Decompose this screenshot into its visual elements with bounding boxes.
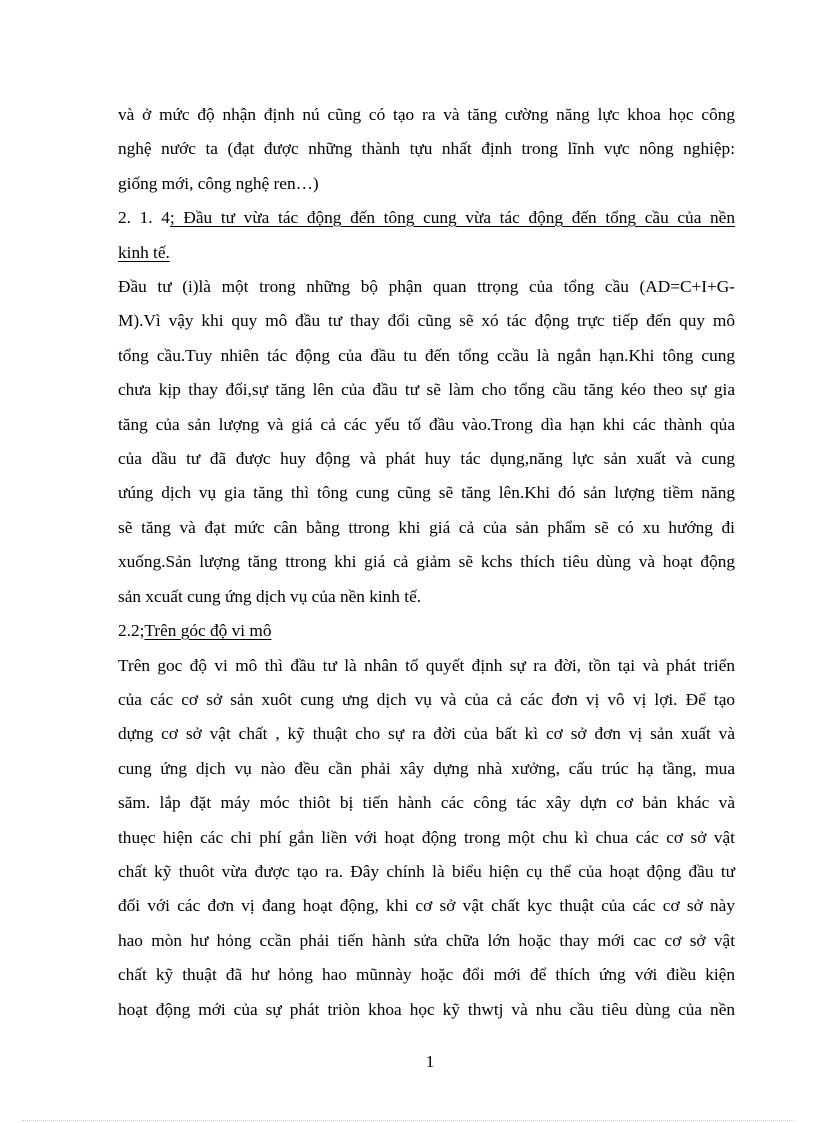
heading-text-cont: kinh tế. [118, 243, 170, 262]
text-line: chưa kịp thay đổi,sự tăng lên của đầu tư sẽ làm cho tổng cầu tăng kéo theo sự gia [118, 380, 735, 399]
text-line: xuống.Sản lượng tăng ttrong khi giá cả giảm sẽ kchs thích tiêu dùng và hoạt động [118, 552, 735, 571]
text-line: săm. lắp đặt máy móc thiôt bị tiến hành các công tác xây dựn cơ bản khác và [118, 793, 735, 812]
text-line: Đầu tư (i)là một trong những bộ phận quan ttrọng của tổng cầu (AD=C+I+G- [118, 277, 735, 296]
text-line: hoạt động mới của sự phát triòn khoa học kỹ thwtj và nhu cầu tiêu dùng của nền [118, 1000, 735, 1019]
text-line: ưúng dịch vụ gia tăng thì tông cung cũng sẽ tăng lên.Khi đó sản lượng tiềm năng [118, 483, 735, 502]
text-line: sản xcuất cung ứng dịch vụ của nền kinh tế. [118, 587, 422, 606]
text-line: thuẹc hiện các chi phí gắn liền với hoạt động trong một chu kì chua các cơ sở vật [118, 828, 735, 847]
text-line: M).Vì vậy khi quy mô đầu tư thay đổi cũng sẽ xó tác động trực tiếp đến quy mô [118, 311, 735, 330]
text-line: của các cơ sở sản xuôt cung ưng dịch vụ và của cả các đơn vị vô vị lợi. Để tạo [118, 690, 735, 709]
text-line: cung ứng dịch vụ nào đều cần phải xây dựng nhà xưởng, cấu trúc hạ tầng, mua [118, 759, 735, 778]
text-line: tổng cầu.Tuy nhiên tác động của đầu tu đến tổng ccầu là ngắn hạn.Khi tông cung [118, 346, 735, 365]
text-line: của dầu tư đã được huy động và phát huy tác dụng,năng lực sản xuất và cung [118, 449, 735, 468]
heading-number: 2.2; [118, 621, 145, 640]
heading-number: 2. 1. 4 [118, 208, 170, 227]
text-line: và ở mức độ nhận định nú cũng có tạo ra và tăng cường năng lực khoa học công [118, 105, 735, 124]
section-heading-2-1-4-cont [118, 239, 170, 267]
text-line: hao mòn hư hỏng ccần phải tiến hành sửa chữa lớn hoặc thay mới cac cơ sở vật [118, 931, 735, 950]
text-line: chất kỹ thuôt vừa được tạo ra. Đây chính là biểu hiện cụ thể của hoạt động đầu tư [118, 862, 735, 881]
text-line: tăng của sản lượng và giá cả các yếu tố đầu vào.Trong dìa hạn khi các thành qủa [118, 415, 735, 434]
text-line: giống mới, công nghệ ren…) [118, 174, 319, 193]
text-line: Trên goc độ vi mô thì đầu tư là nhân tố quyết định sự ra đời, tồn tại và phát triển [118, 656, 735, 675]
section-heading-2-2 [118, 617, 271, 645]
heading-text: Trên góc độ vi mô [144, 621, 272, 640]
text-line: đối với các đơn vị đang hoạt động, khi cơ sở vật chất kyc thuật của các cơ sở này [118, 896, 735, 915]
heading-text: ; Đầu tư vừa tác động đến tông cung vừa tác động đến tổng cầu của nền [169, 208, 735, 227]
text-line: chất kỹ thuật đã hư hỏng hao mũnnày hoặc đổi mới để thích ứng với điều kiện [118, 965, 735, 984]
text-line: nghệ nước ta (đạt được những thành tựu nhất định trong lĩnh vực nông nghiệp: [118, 139, 735, 158]
page-number: 1 [425, 1052, 435, 1071]
text-line: dựng cơ sở vật chất , kỹ thuật cho sự ra đời của bất kì cơ sở đơn vị sản xuất và [118, 724, 735, 743]
section-heading-2-1-4 [118, 204, 735, 232]
text-line: sẽ tăng và đạt mức cân bằng ttrong khi giá cả của sản phẩm sẽ có xu hướng đi [118, 518, 735, 537]
page-bottom-rule [22, 1120, 794, 1121]
